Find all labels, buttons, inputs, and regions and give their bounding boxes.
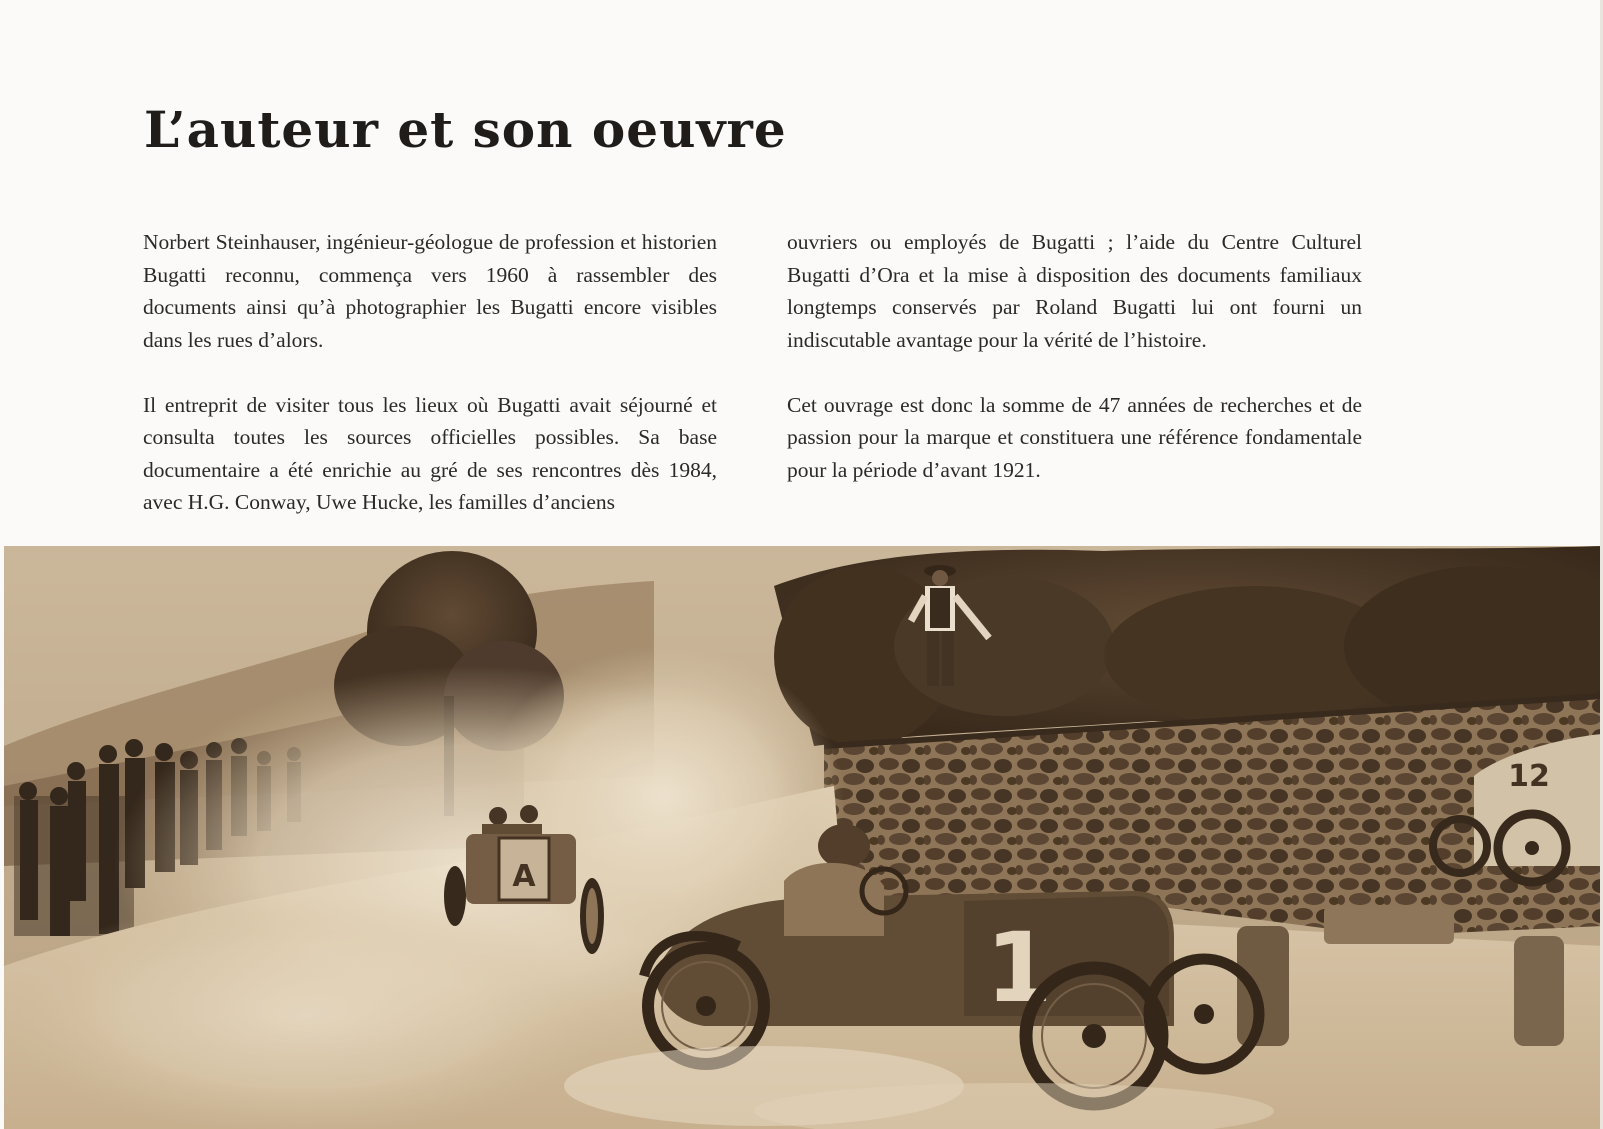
racing-photograph — [4, 546, 1603, 1129]
text-column-right — [787, 226, 1362, 486]
paragraph: Cet ouvrage est donc la somme de 47 années de recherches et de passion pour la marque et constituera une référence fondamentale pour la période d’avant 1921. — [787, 392, 1362, 482]
sepia-race-scene — [4, 546, 1603, 1129]
car-number-12: 12 — [1508, 759, 1550, 794]
paragraph: Norbert Steinhauser, ingénieur-géologue de profession et historien Bugatti reconnu, commença vers 1960 à rassembler des documents ainsi qu’à photographier les Bugatti encore visibles dans les rues d’alors. — [143, 230, 717, 352]
paragraph: ouvriers ou employés de Bugatti ; l’aide du Centre Culturel Bugatti d’Ora et la mise à disposition des documents familiaux longtemps conservés par Roland Bugatti lui ont fourni un indiscutable avantage pour la vérité de l’histoire. — [787, 230, 1362, 352]
paragraph: Il entreprit de visiter tous les lieux où Bugatti avait séjourné et consulta toutes les sources officielles possibles. Sa base documentaire a été enrichie au gré de ses rencontres dès 1984, avec H.G. Conway, Uwe Hucke, les familles d’anciens — [143, 392, 717, 514]
car-number-a: A — [512, 859, 536, 894]
page-title: L’auteur et son oeuvre — [144, 100, 787, 159]
car-number-1: 1 — [985, 912, 1053, 1024]
text-column-left — [143, 226, 717, 519]
